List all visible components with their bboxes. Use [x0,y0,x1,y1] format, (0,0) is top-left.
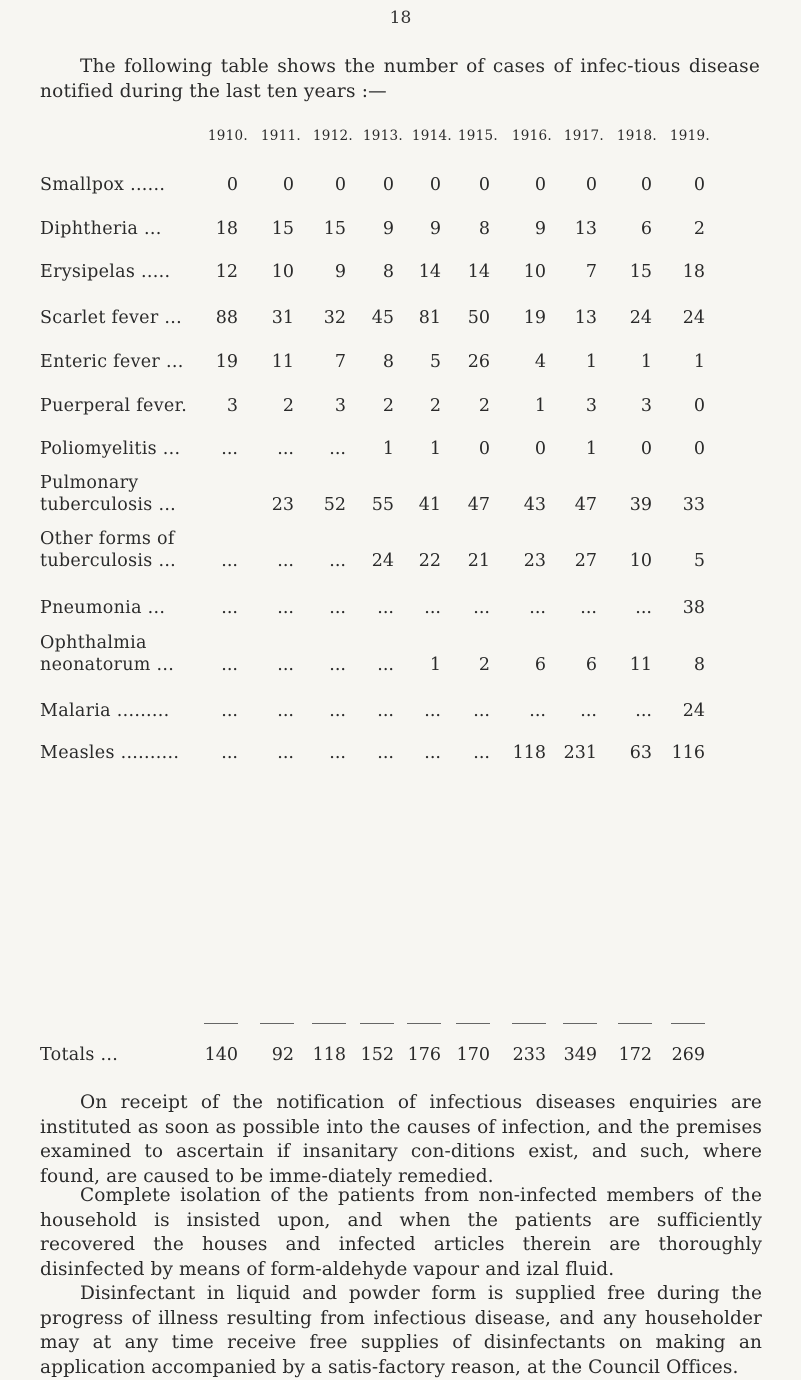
table-cell: 8 [478,219,490,239]
table-cell: 0 [640,175,652,195]
table-cell: ... [277,701,294,721]
table-cell: 23 [271,495,294,515]
table-cell: 2 [282,396,294,416]
table-cell: ... [377,598,394,618]
table-cell: 11 [271,352,294,372]
table-cell: 38 [682,598,705,618]
table-row [0,200,801,240]
table-cell: 52 [323,495,346,515]
row-label-text: Measles .......... [40,743,180,763]
table-cell: 1 [585,439,597,459]
table-cell: ... [329,551,346,571]
year-header: 1919. [669,128,710,144]
table-cell: 15 [323,219,346,239]
table-cell: 8 [693,655,705,675]
table-cell: 0 [429,175,441,195]
table-cell: 0 [693,396,705,416]
table-cell: 0 [534,439,546,459]
table-cell: 1 [429,439,441,459]
table-cell: 0 [640,439,652,459]
row-label [40,632,174,676]
row-label [40,395,187,417]
table-cell: 9 [534,219,546,239]
table-cell: ... [580,598,597,618]
table-cell: 14 [418,262,441,282]
table-cell: 0 [334,175,346,195]
table-cell: 23 [523,551,546,571]
year-header: 1918. [616,128,657,144]
table-row [0,243,801,283]
row-label-text: neonatorum ... [40,655,175,675]
table-cell: 32 [323,308,346,328]
table-cell: ... [529,701,546,721]
table-cell: 6 [585,655,597,675]
table-cell: 12 [215,262,238,282]
table-cell: 1 [693,352,705,372]
table-cell: 6 [534,655,546,675]
table-cell: 1 [585,352,597,372]
table-cell: ... [329,439,346,459]
table-cell: ... [329,701,346,721]
table-cell: 2 [478,396,490,416]
year-header-row [0,128,801,152]
year-header: 1914. [411,128,452,144]
row-label-line1: Pulmonary [40,473,139,493]
table-cell: ... [635,701,652,721]
table-cell: ... [529,598,546,618]
total-rule [563,1023,597,1025]
table-cell: 9 [334,262,346,282]
row-label-text: Pneumonia ... [40,598,166,618]
table-cell: 0 [226,175,238,195]
table-cell: ... [277,598,294,618]
total-rule [312,1023,346,1025]
table-cell: 0 [585,175,597,195]
table-cell: ... [377,701,394,721]
table-cell: 13 [574,219,597,239]
table-cell: 1 [640,352,652,372]
row-label [40,700,170,722]
year-header: 1912. [312,128,353,144]
table-cell: 7 [334,352,346,372]
table-cell: 9 [382,219,394,239]
table-cell: 170 [456,1045,490,1065]
table-cell: 7 [585,262,597,282]
table-cell: ... [277,439,294,459]
table-cell: 0 [282,175,294,195]
row-label-line1: Ophthalmia [40,633,147,653]
table-cell: 24 [371,551,394,571]
table-row [0,156,801,196]
table-cell: ... [377,743,394,763]
table-cell: 31 [271,308,294,328]
total-rule [204,1023,238,1025]
table-cell: 3 [585,396,597,416]
page-number: 18 [389,8,412,28]
table-cell: 55 [371,495,394,515]
year-header: 1911. [260,128,301,144]
table-cell: 2 [382,396,394,416]
table-cell: 18 [215,219,238,239]
table-cell: 152 [360,1045,394,1065]
table-row [0,579,801,619]
table-cell: 9 [429,219,441,239]
total-rule [407,1023,441,1025]
paragraph-disinfectant: Disinfectant in liquid and powder form is supplied free during the progress of illness resulting from infectious disease, and any householder may at any time receive free supplies of disinfectants on making an application accompanied by a satis-factory reason, at the Council Offices. [40,1283,762,1378]
table-cell: 88 [215,308,238,328]
table-cell: 2 [429,396,441,416]
table-cell: ... [580,701,597,721]
table-cell: 92 [271,1045,294,1065]
table-cell: 118 [512,743,546,763]
table-cell: 63 [629,743,652,763]
row-label-text: Diphtheria ... [40,219,162,239]
total-rule [618,1023,652,1025]
table-row [0,377,801,417]
table-cell: 41 [418,495,441,515]
year-header: 1917. [563,128,604,144]
year-header: 1915. [457,128,498,144]
table-cell: 24 [682,701,705,721]
table-cell: 10 [271,262,294,282]
paragraph-enquiries: On receipt of the notification of infectious diseases enquiries are instituted as soon as possible into the causes of infection, and the premises examined to ascertain if insanitary con-ditions exist, and such, where found, are caused to be imme-diately remedied. [40,1092,762,1187]
table-cell: 4 [534,352,546,372]
table-cell: ... [221,439,238,459]
table-cell: ... [424,701,441,721]
table-cell: ... [424,598,441,618]
row-label [40,307,182,329]
row-label [40,174,165,196]
table-cell: 172 [618,1045,652,1065]
row-label-text: Enteric fever ... [40,352,184,372]
table-cell: 2 [478,655,490,675]
row-label-text: Scarlet fever ... [40,308,182,328]
table-cell: 43 [523,495,546,515]
row-label [40,528,176,572]
row-label-text: Malaria ......... [40,701,170,721]
table-cell: ... [221,743,238,763]
table-row [0,333,801,373]
row-label [40,351,184,373]
total-rule [671,1023,705,1025]
table-cell: 15 [629,262,652,282]
row-label-line1: Other forms of [40,529,175,549]
table-cell: 1 [382,439,394,459]
table-cell: 0 [478,175,490,195]
table-cell: 3 [334,396,346,416]
table-cell: 231 [563,743,597,763]
table-cell: 1 [534,396,546,416]
table-cell: ... [221,551,238,571]
table-cell: 5 [693,551,705,571]
intro-text: The following table shows the number of cases of infec-tious disease notified during the last ten years :— [40,56,760,102]
table-cell: 27 [574,551,597,571]
table-cell: 0 [478,439,490,459]
table-cell: 21 [467,551,490,571]
table-cell: ... [329,655,346,675]
table-row [0,724,801,764]
year-header: 1910. [207,128,248,144]
row-label-text: Smallpox ...... [40,175,166,195]
table-cell: ... [329,598,346,618]
table-row [0,510,801,572]
total-rule [260,1023,294,1025]
table-cell: 10 [629,551,652,571]
table-cell: ... [221,655,238,675]
table-cell: 176 [407,1045,441,1065]
table-cell: ... [221,701,238,721]
table-cell: 140 [204,1045,238,1065]
table-cell: 233 [512,1045,546,1065]
row-label-text: Totals ... [40,1045,119,1065]
row-label [40,742,179,764]
table-cell: 50 [467,308,490,328]
table-cell: 33 [682,495,705,515]
table-cell: 269 [671,1045,705,1065]
total-rule [360,1023,394,1025]
table-cell: ... [277,655,294,675]
table-cell: ... [277,551,294,571]
total-rule [456,1023,490,1025]
table-row [0,682,801,722]
table-cell: 81 [418,308,441,328]
row-label-text: Poliomyelitis ... [40,439,181,459]
table-cell: 1 [429,655,441,675]
table-row [0,289,801,329]
table-cell: 19 [523,308,546,328]
table-cell: 15 [271,219,294,239]
total-rule [512,1023,546,1025]
row-label-text: tuberculosis ... [40,551,177,571]
table-row [0,614,801,676]
table-cell: 39 [629,495,652,515]
table-cell: 0 [534,175,546,195]
table-cell: ... [377,655,394,675]
table-cell: ... [221,598,238,618]
table-row [0,454,801,516]
table-cell: 22 [418,551,441,571]
table-cell: 26 [467,352,490,372]
row-label-text: tuberculosis ... [40,495,177,515]
table-cell: 5 [429,352,441,372]
table-cell: 14 [467,262,490,282]
table-cell: 0 [693,439,705,459]
table-cell: 24 [629,308,652,328]
paragraph-isolation: Complete isolation of the patients from non-infected members of the household is insisted upon, and when the patients are sufficiently recovered the houses and infected articles therein are thoroughly disinfected by means of form-aldehyde vapour and izal fluid. [40,1185,762,1280]
table-cell: 8 [382,262,394,282]
totals-row [0,1026,801,1066]
table-cell: 11 [629,655,652,675]
table-cell: ... [473,598,490,618]
table-cell: 47 [574,495,597,515]
year-header: 1913. [362,128,403,144]
table-cell: 2 [693,219,705,239]
table-cell: 0 [693,175,705,195]
table-cell: 3 [640,396,652,416]
table-cell: 47 [467,495,490,515]
row-label-text: Erysipelas ..... [40,262,171,282]
table-cell: ... [473,701,490,721]
table-cell: 13 [574,308,597,328]
table-cell: ... [635,598,652,618]
table-cell: 116 [671,743,705,763]
table-cell: 0 [382,175,394,195]
table-cell: 118 [312,1045,346,1065]
table-cell: 3 [226,396,238,416]
table-cell: 18 [682,262,705,282]
table-cell: 8 [382,352,394,372]
table-cell: ... [424,743,441,763]
table-cell: 19 [215,352,238,372]
table-cell: 6 [640,219,652,239]
row-label [40,261,170,283]
table-cell: ... [277,743,294,763]
year-header: 1916. [511,128,552,144]
table-cell: 45 [371,308,394,328]
row-label [40,1044,118,1066]
table-cell: 10 [523,262,546,282]
table-cell: 349 [563,1045,597,1065]
table-cell: 24 [682,308,705,328]
table-cell: ... [329,743,346,763]
row-label-text: Puerperal fever. [40,396,188,416]
row-label [40,218,162,240]
table-cell: ... [473,743,490,763]
